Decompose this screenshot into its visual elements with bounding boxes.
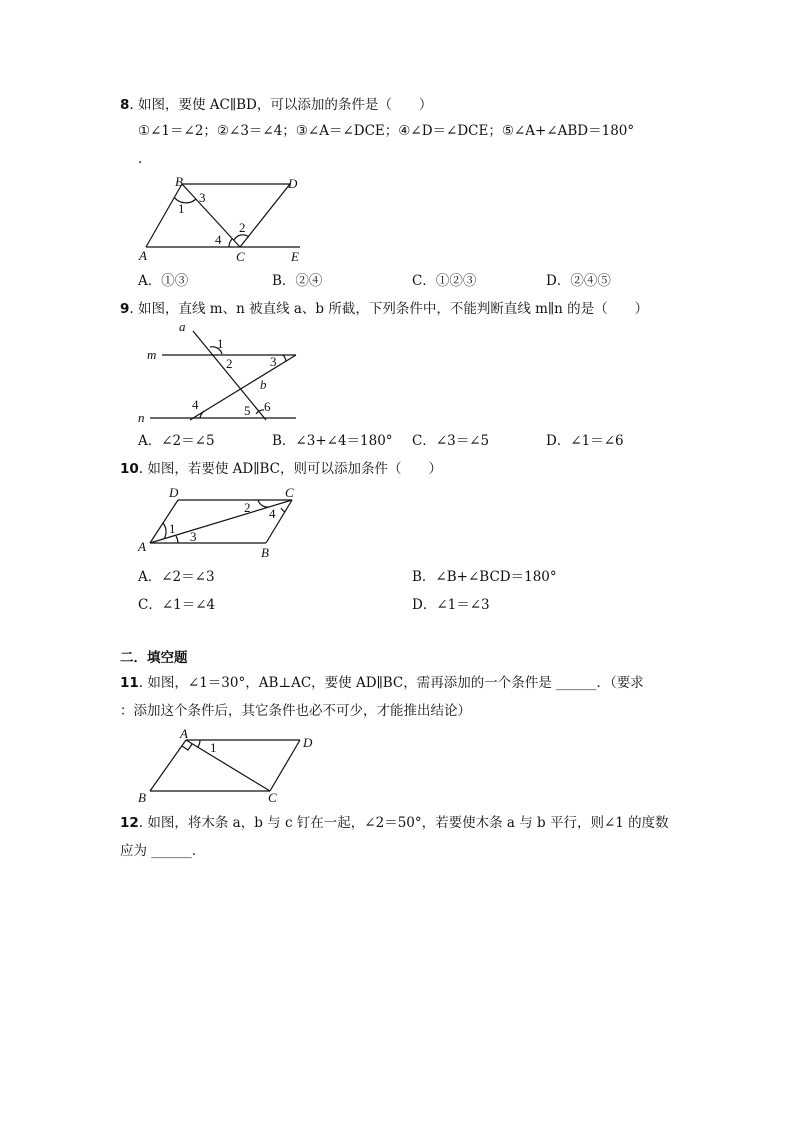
q9-angle-6: 6	[264, 399, 271, 414]
q9-angle-5: 5	[244, 403, 251, 418]
q10-number: 10	[120, 461, 139, 477]
q10-label-A: A	[138, 539, 146, 554]
q11-stem-text: . 如图，∠1＝30°，AB⊥AC，要使 AD∥BC，需再添加的一个条件是 ______．（要求	[138, 675, 644, 691]
q8-conditions-tail: .	[138, 151, 143, 167]
q10-angle-2: 2	[244, 500, 251, 515]
q9-option-a[interactable]: A．∠2＝∠5	[138, 433, 215, 449]
q9-option-d[interactable]: D．∠1＝∠6	[546, 433, 624, 449]
q9-option-c[interactable]: C．∠3＝∠5	[412, 433, 490, 449]
q10-angle-4: 4	[269, 506, 276, 521]
q8-option-c[interactable]: C．①②③	[412, 273, 477, 289]
q10-label-B: B	[261, 545, 269, 560]
q11-right-angle-mark	[182, 744, 192, 750]
q9-angle-4: 4	[192, 397, 199, 412]
q10-option-a[interactable]: A．∠2＝∠3	[138, 569, 215, 585]
q8-conditions: ①∠1＝∠2；②∠3＝∠4；③∠A＝∠DCE；④∠D＝∠DCE；⑤∠A+∠ABD＝180°	[138, 123, 635, 139]
q9-number: 9	[120, 301, 130, 317]
q8-label-B: B	[175, 174, 183, 189]
q8-label-E: E	[291, 249, 299, 264]
q8-option-a[interactable]: A．①③	[138, 273, 189, 289]
q11-number: 11	[120, 675, 139, 691]
q9-angle-3: 3	[270, 354, 277, 369]
q10-option-b[interactable]: B．∠B+∠BCD＝180°	[412, 569, 557, 585]
q12-number: 12	[120, 815, 139, 831]
q9-option-b[interactable]: B．∠3+∠4＝180°	[272, 433, 393, 449]
q10-label-C: C	[285, 485, 294, 500]
q9-angle-1: 1	[217, 336, 224, 351]
q11-stem-continued: ：添加这个条件后，其它条件也必不可少，才能推出结论）	[120, 703, 471, 719]
q10-angle-1: 1	[169, 521, 176, 536]
q8-label-A: A	[139, 248, 147, 263]
q11-line-AC	[186, 740, 270, 791]
q10-angle-3: 3	[190, 529, 197, 544]
q10-label-D: D	[169, 485, 179, 500]
section-fill-in-title: 二．填空题	[120, 650, 188, 666]
q8-stem-text: . 如图，要使 AC∥BD，可以添加的条件是（ ）	[129, 97, 433, 113]
q10-option-d[interactable]: D．∠1＝∠3	[412, 597, 490, 613]
q9-label-m: m	[147, 347, 157, 362]
q11-line-AB	[150, 740, 186, 791]
q8-angle-4: 4	[215, 232, 222, 247]
q8-option-d[interactable]: D．②④⑤	[546, 273, 611, 289]
q11-label-B: B	[138, 790, 146, 805]
q10-stem-text: . 如图，若要使 AD∥BC，则可以添加条件（ ）	[138, 461, 442, 477]
q12-stem	[120, 814, 669, 832]
q11-label-C: C	[268, 790, 277, 805]
q9-label-b: b	[260, 377, 267, 392]
q12-stem-text: . 如图，将木条 a，b 与 c 钉在一起，∠2＝50°，若要使木条 a 与 b 平行，则∠1 的度数	[138, 815, 669, 831]
q9-label-n: n	[138, 410, 145, 425]
q11-label-D: D	[303, 735, 313, 750]
q11-angle-1: 1	[210, 740, 217, 755]
q8-label-D: D	[288, 176, 298, 191]
q9-label-a: a	[179, 319, 186, 334]
q11-label-A: A	[180, 726, 188, 741]
q8-option-b[interactable]: B．②④	[272, 273, 323, 289]
q8-number: 8	[120, 97, 130, 113]
q10-option-c[interactable]: C．∠1＝∠4	[138, 597, 216, 613]
q11-angle-arc-1	[198, 740, 200, 747]
q8-angle-1: 1	[178, 201, 185, 216]
q8-label-C: C	[236, 249, 245, 264]
q9-angle-2: 2	[226, 356, 233, 371]
q8-angle-2: 2	[239, 220, 246, 235]
q11-line-DC	[270, 740, 300, 791]
q8-angle-3: 3	[199, 190, 206, 205]
q12-stem-continued: 应为 ______.	[120, 843, 197, 859]
q9-stem-text: . 如图，直线 m、n 被直线 a、b 所截，下列条件中，不能判断直线 m∥n 的是（ ）	[129, 301, 649, 317]
